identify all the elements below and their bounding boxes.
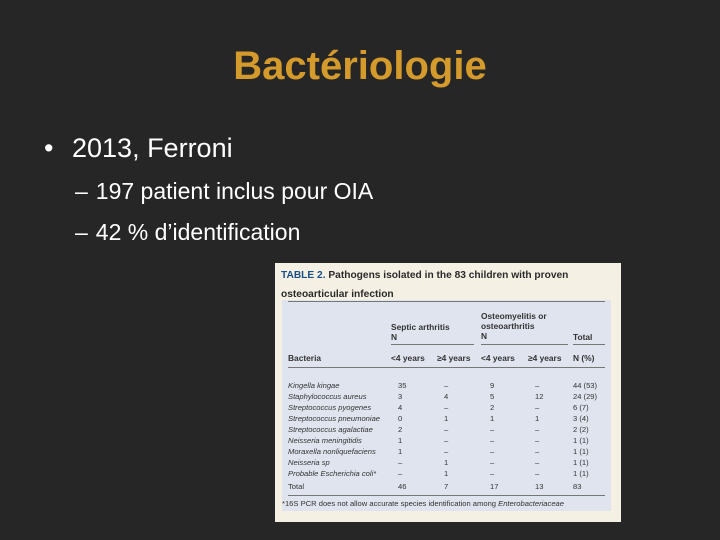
table-row-label: Streptococcus pneumoniae (288, 414, 381, 423)
table-cell: 4 (398, 403, 403, 412)
table-cell: 2 (490, 403, 495, 412)
table-cell: 1 (1) (573, 447, 589, 456)
table-cell: 7 (444, 482, 449, 491)
table-cell: 3 (398, 392, 403, 401)
table-cell: – (535, 425, 540, 434)
group-header-septic-n: N (391, 332, 398, 342)
group-header-osteo-1: Osteomyelitis or (481, 311, 547, 321)
table-cell: 2 (398, 425, 403, 434)
table-row-label: Streptococcus pyogenes (288, 403, 372, 412)
sub-bullet-text: 42 % d’identification (95, 219, 301, 245)
table-cell: 17 (490, 482, 499, 491)
dash-marker: – (75, 219, 88, 245)
table-cell: 1 (444, 458, 449, 467)
table-cell: 12 (535, 392, 544, 401)
table-caption (281, 266, 619, 304)
table-rule (573, 344, 605, 345)
table-caption-line1: Pathogens isolated in the 83 children with proven (328, 270, 569, 281)
group-header-osteo-n: N (481, 331, 488, 341)
col-header: <4 years (391, 353, 425, 363)
table-caption-line2: osteoarticular infection (281, 289, 394, 300)
table-rule (391, 344, 474, 345)
table-cell: 4 (444, 392, 449, 401)
table-cell: – (535, 447, 540, 456)
table-cell: – (535, 458, 540, 467)
table-cell: 9 (490, 381, 495, 390)
table-cell: 5 (490, 392, 495, 401)
table-cell: – (444, 381, 449, 390)
table-rule (481, 344, 568, 345)
table-cell: 1 (535, 414, 540, 423)
group-header-osteo-2: osteoarthritis (481, 321, 535, 331)
table-cell: – (490, 436, 495, 445)
col-header: Bacteria (288, 353, 322, 363)
table-row-label: Staphylococcus aureus (288, 392, 367, 401)
table-cell: 1 (1) (573, 469, 589, 478)
table-cell: – (444, 447, 449, 456)
footnote-text: *16S PCR does not allow accurate species identification among (282, 499, 497, 508)
table-cell: – (490, 469, 495, 478)
dash-marker: – (75, 178, 88, 204)
table-cell: – (535, 469, 540, 478)
table-cell: – (444, 425, 449, 434)
table-cell: 24 (29) (573, 392, 598, 401)
col-header: ≥4 years (437, 353, 471, 363)
footnote-italic: Enterobacteriaceae (498, 499, 564, 508)
table-cell: 2 (2) (573, 425, 589, 434)
table-cell: – (490, 458, 495, 467)
table-row-label: Probable Escherichia coli* (288, 469, 377, 478)
table-cell: 1 (398, 447, 403, 456)
group-header-septic: Septic arthritis (391, 322, 450, 332)
table-cell: 3 (4) (573, 414, 589, 423)
table-cell: 0 (398, 414, 403, 423)
table-cell: 13 (535, 482, 544, 491)
table-cell: – (444, 436, 449, 445)
table-cell: 1 (398, 436, 403, 445)
table-cell: – (535, 436, 540, 445)
table-figure (275, 263, 621, 522)
col-header: N (%) (573, 353, 595, 363)
table-cell: – (444, 403, 449, 412)
table-row-label: Neisseria sp (288, 458, 330, 467)
bullet-item (44, 133, 233, 164)
table-row-label: Moraxella nonliquefaciens (288, 447, 376, 456)
sub-bullet-text: 197 patient inclus pour OIA (95, 178, 374, 204)
slide-title: Bactériologie (233, 44, 487, 88)
table-rule (288, 301, 605, 302)
table-number: TABLE 2. (281, 270, 326, 281)
table-cell: 1 (1) (573, 436, 589, 445)
col-header: <4 years (481, 353, 515, 363)
bullet-dot: • (44, 133, 54, 163)
group-header-total: Total (573, 332, 593, 342)
table-cell: 1 (444, 414, 449, 423)
table-cell: 44 (53) (573, 381, 598, 390)
table-cell: 35 (398, 381, 407, 390)
sub-bullet-item (75, 219, 300, 246)
table-row-label: Neisseria meningitidis (288, 436, 362, 445)
table-cell: – (535, 403, 540, 412)
table-panel (282, 300, 611, 511)
bullet-text: 2013, Ferroni (72, 133, 233, 163)
table-row-label: Total (288, 482, 305, 491)
table-row-label: Streptococcus agalactiae (288, 425, 373, 434)
table-cell: 1 (444, 469, 449, 478)
table-cell: 1 (1) (573, 458, 589, 467)
table-rule (288, 367, 605, 368)
table-footnote (282, 499, 564, 508)
table-cell: 46 (398, 482, 407, 491)
table-cell: – (490, 425, 495, 434)
table-row-label: Kingella kingae (288, 381, 340, 390)
table-cell: – (535, 381, 540, 390)
sub-bullet-item (75, 178, 373, 205)
table-cell: – (398, 458, 403, 467)
table-cell: – (398, 469, 403, 478)
table-rule (288, 495, 605, 496)
table-cell: – (490, 447, 495, 456)
table-cell: 1 (490, 414, 495, 423)
table-cell: 6 (7) (573, 403, 589, 412)
col-header: ≥4 years (528, 353, 562, 363)
table-cell: 83 (573, 482, 582, 491)
